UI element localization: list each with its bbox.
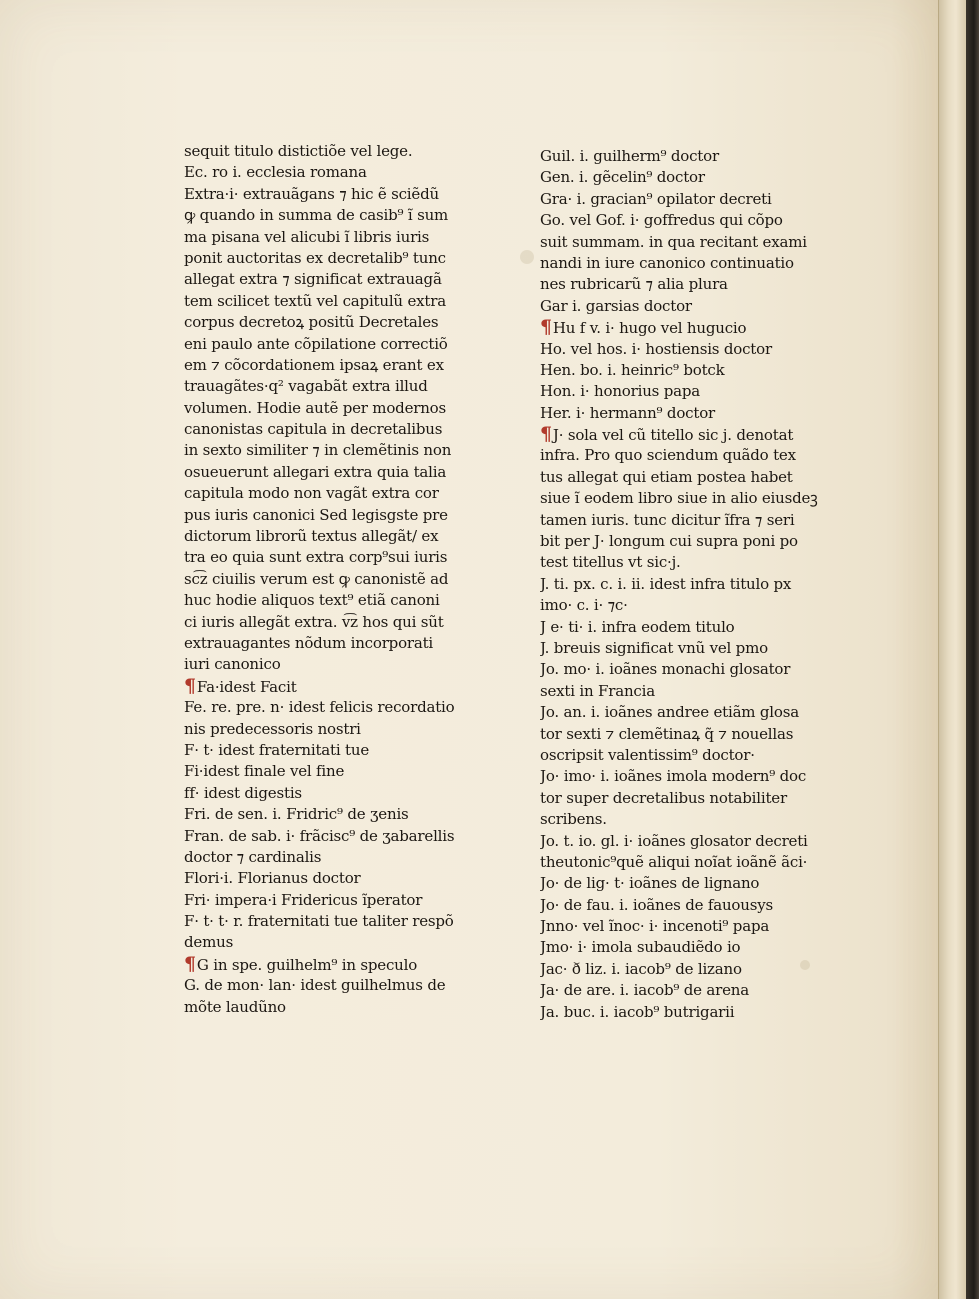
line-text: Fri· impera·i Fridericus ĩperator — [184, 890, 423, 909]
text-line — [540, 1002, 840, 1023]
text-line — [540, 831, 840, 852]
line-text: Jo· de lig· t· ioãnes de lignano — [540, 874, 760, 893]
text-line — [540, 146, 840, 167]
text-line — [540, 873, 840, 894]
line-text: allegat extra ⁊ significat extrauagã — [184, 270, 442, 289]
line-text: Go. vel Gof. i· goffredus qui cõpo — [540, 211, 783, 230]
text-line — [184, 376, 484, 397]
line-text: F· t· t· r. fraternitati tue taliter respõ — [184, 912, 454, 931]
text-line — [540, 959, 840, 980]
text-line — [540, 210, 840, 231]
text-line — [184, 654, 484, 675]
line-text: Hon. i· honorius papa — [540, 382, 701, 401]
line-text: em ⁊ cõcordationem ipsaꝝ erant ex — [184, 355, 444, 374]
text-line — [184, 740, 484, 761]
text-line — [540, 360, 840, 381]
text-line — [540, 232, 840, 253]
text-line — [184, 248, 484, 269]
line-text: J e· ti· i. infra eodem titulo — [540, 617, 735, 636]
line-text: osueuerunt allegari extra quia talia — [184, 462, 447, 481]
text-line — [184, 526, 484, 547]
text-line — [540, 167, 840, 188]
line-text: J· sola vel cũ titello sic j. denotat — [552, 426, 794, 445]
line-text: ci iuris allegãt extra. v͡z hos qui sũt — [184, 612, 444, 631]
text-line — [540, 809, 840, 830]
line-text: demus — [184, 933, 234, 952]
line-text: test titellus vt sic·j. — [540, 553, 681, 572]
line-text: nes rubricarũ ⁊ alia plura — [540, 275, 728, 294]
line-text: in sexto similiter ⁊ in clemẽtinis non — [184, 441, 452, 460]
text-line — [540, 317, 840, 338]
line-text: sexti in Francia — [540, 681, 655, 700]
rubric-mark: ¶ — [184, 953, 196, 975]
text-line — [184, 269, 484, 290]
line-text: ponit auctoritas ex decretalib⁹ tunc — [184, 248, 446, 267]
text-line — [184, 997, 484, 1018]
line-text: Ho. vel hos. i· hostiensis doctor — [540, 339, 772, 358]
text-line — [184, 783, 484, 804]
text-line — [540, 980, 840, 1001]
text-line — [184, 141, 484, 162]
line-text: tus allegat qui etiam postea habet — [540, 467, 793, 486]
text-line — [184, 569, 484, 590]
line-text: capitula modo non vagãt extra cor — [184, 484, 439, 503]
text-line — [184, 227, 484, 248]
line-text: suit summam. in qua recitant exami — [540, 232, 807, 251]
text-line — [184, 719, 484, 740]
text-line — [184, 612, 484, 633]
line-text: huc hodie aliquos text⁹ etiã canoni — [184, 591, 440, 610]
line-text: Extra·i· extrauãgans ⁊ hic ẽ sciẽdũ — [184, 184, 439, 203]
line-text: G in spe. guilhelm⁹ in speculo — [196, 955, 418, 974]
line-text: Fe. re. pre. n· idest felicis recordatio — [184, 698, 455, 717]
line-text: Jmo· i· imola subaudiẽdo io — [540, 938, 741, 957]
text-line — [184, 804, 484, 825]
line-text: G. de mon· lan· idest guilhelmus de — [184, 976, 446, 995]
line-text: Gra· i. gracian⁹ opilator decreti — [540, 189, 772, 208]
text-line — [540, 659, 840, 680]
text-line — [540, 274, 840, 295]
line-text: Ja· de are. i. iacob⁹ de arena — [540, 981, 749, 1000]
text-line — [184, 890, 484, 911]
line-text: Flori·i. Florianus doctor — [184, 869, 361, 888]
line-text: Jo. t. io. gl. i· ioãnes glosator decreti — [540, 831, 808, 850]
line-text: Hen. bo. i. heinric⁹ botck — [540, 360, 725, 379]
text-line — [540, 852, 840, 873]
text-line — [540, 595, 840, 616]
line-text: iuri canonico — [184, 655, 281, 674]
text-line — [184, 932, 484, 953]
line-text: Her. i· hermann⁹ doctor — [540, 403, 715, 422]
rubric-mark: ¶ — [540, 317, 552, 339]
line-text: Jac· ð liz. i. iacob⁹ de lizano — [540, 959, 742, 978]
line-text: Fri. de sen. i. Fridric⁹ de ʒenis — [184, 805, 409, 824]
text-line — [540, 681, 840, 702]
text-line — [184, 847, 484, 868]
text-line — [540, 531, 840, 552]
text-line — [184, 440, 484, 461]
text-line — [540, 766, 840, 787]
text-line — [540, 253, 840, 274]
left-text-column — [184, 141, 484, 1018]
text-line — [184, 911, 484, 932]
line-text: eni paulo ante cõpilatione correctiõ — [184, 334, 448, 353]
text-line — [540, 296, 840, 317]
line-text: Fa·idest Facit — [196, 677, 297, 696]
line-text: Jnno· vel ĩnoc· i· incenoti⁹ papa — [540, 917, 770, 936]
line-text: Jo· imo· i. ioãnes imola modern⁹ doc — [540, 767, 807, 786]
line-text: volumen. Hodie autẽ per modernos — [184, 398, 447, 417]
line-text: Jo. an. i. ioãnes andree etiãm glosa — [540, 703, 799, 722]
text-line — [184, 483, 484, 504]
text-line — [184, 462, 484, 483]
line-text: Guil. i. guilherm⁹ doctor — [540, 147, 719, 165]
text-line — [540, 424, 840, 445]
text-line — [184, 826, 484, 847]
text-line — [184, 355, 484, 376]
text-line — [184, 676, 484, 697]
line-text: Ec. ro i. ecclesia romana — [184, 163, 367, 182]
line-text: Gar i. garsias doctor — [540, 296, 692, 315]
text-line — [184, 398, 484, 419]
line-text: ff· idest digestis — [184, 783, 302, 802]
line-text: mõte laudũno — [184, 997, 286, 1016]
line-text: sc͡z ciuilis verum est ꝙ canonistẽ ad — [184, 569, 449, 588]
ink-spot — [520, 250, 534, 264]
text-line — [184, 205, 484, 226]
text-line — [540, 403, 840, 424]
line-text: tor sexti ⁊ clemẽtinaꝝ q̃ ⁊ nouellas — [540, 724, 794, 743]
text-line — [184, 291, 484, 312]
text-line — [540, 916, 840, 937]
text-line — [540, 467, 840, 488]
text-line — [540, 574, 840, 595]
line-text: doctor ⁊ cardinalis — [184, 847, 322, 866]
rubric-mark: ¶ — [184, 675, 196, 697]
page-fore-edge — [938, 0, 967, 1299]
text-line — [540, 937, 840, 958]
book-binding — [966, 0, 979, 1299]
text-line — [184, 761, 484, 782]
text-line — [184, 954, 484, 975]
text-line — [540, 381, 840, 402]
text-line — [184, 419, 484, 440]
text-line — [184, 334, 484, 355]
text-line — [540, 895, 840, 916]
text-line — [184, 868, 484, 889]
line-text: siue ĩ eodem libro siue in alio eiusdeꝫ — [540, 489, 818, 508]
line-text: Ja. buc. i. iacob⁹ butrigarii — [540, 1002, 735, 1021]
text-line — [184, 184, 484, 205]
line-text: infra. Pro quo sciendum quãdo tex — [540, 446, 796, 465]
line-text: ꝙ quando in summa de casib⁹ ĩ sum — [184, 206, 449, 225]
text-line — [184, 697, 484, 718]
text-line — [184, 312, 484, 333]
text-line — [540, 510, 840, 531]
line-text: F· t· idest fraternitati tue — [184, 740, 370, 759]
line-text: Gen. i. gẽcelin⁹ doctor — [540, 168, 705, 187]
line-text: Hu f v. i· hugo vel hugucio — [552, 319, 747, 338]
text-line — [184, 590, 484, 611]
rubric-mark: ¶ — [540, 424, 552, 446]
line-text: bit per J· longum cui supra poni po — [540, 532, 798, 551]
line-text: tamen iuris. tunc dicitur ĩfra ⁊ seri — [540, 510, 795, 529]
line-text: scribens. — [540, 810, 607, 829]
text-line — [540, 339, 840, 360]
line-text: theutonic⁹quẽ aliqui noĩat ioãnẽ ãci· — [540, 852, 808, 871]
text-line — [540, 189, 840, 210]
text-line — [540, 788, 840, 809]
line-text: dictorum librorũ textus allegãt/ ex — [184, 527, 439, 546]
line-text: nis predecessoris nostri — [184, 719, 361, 738]
line-text: J. breuis significat vnũ vel pmo — [540, 638, 768, 657]
line-text: Jo· de fau. i. ioãnes de fauousys — [540, 895, 773, 914]
line-text: Jo. mo· i. ioãnes monachi glosator — [540, 660, 791, 679]
line-text: pus iuris canonici Sed legisgste pre — [184, 505, 448, 524]
right-text-column — [540, 146, 840, 1023]
line-text: tor super decretalibus notabiliter — [540, 788, 787, 807]
text-line — [540, 552, 840, 573]
line-text: canonistas capitula in decretalibus — [184, 420, 443, 439]
text-line — [184, 505, 484, 526]
text-line — [540, 638, 840, 659]
line-text: tra eo quia sunt extra corp⁹sui iuris — [184, 548, 448, 567]
text-line — [540, 488, 840, 509]
line-text: imo· c. i· ⁊c· — [540, 596, 628, 615]
text-line — [540, 724, 840, 745]
line-text: extrauagantes nõdum incorporati — [184, 633, 434, 652]
text-line — [540, 702, 840, 723]
text-line — [540, 445, 840, 466]
line-text: oscripsit valentissim⁹ doctor· — [540, 745, 755, 764]
text-line — [184, 975, 484, 996]
line-text: tem scilicet textũ vel capitulũ extra — [184, 291, 446, 310]
line-text: Fi·idest finale vel fine — [184, 762, 345, 781]
text-line — [540, 617, 840, 638]
line-text: sequit titulo distictiõe vel lege. — [184, 142, 413, 160]
line-text: trauagãtes·q² vagabãt extra illud — [184, 377, 428, 396]
text-line — [184, 162, 484, 183]
text-line — [184, 633, 484, 654]
line-text: Fran. de sab. i· frãcisc⁹ de ʒabarellis — [184, 826, 455, 845]
line-text: ma pisana vel alicubi ĩ libris iuris — [184, 227, 430, 246]
text-line — [184, 547, 484, 568]
text-line — [540, 745, 840, 766]
line-text: J. ti. px. c. i. ii. idest infra titulo px — [540, 574, 792, 593]
line-text: corpus decretoꝝ positũ Decretales — [184, 313, 439, 332]
line-text: nandi in iure canonico continuatio — [540, 253, 794, 272]
